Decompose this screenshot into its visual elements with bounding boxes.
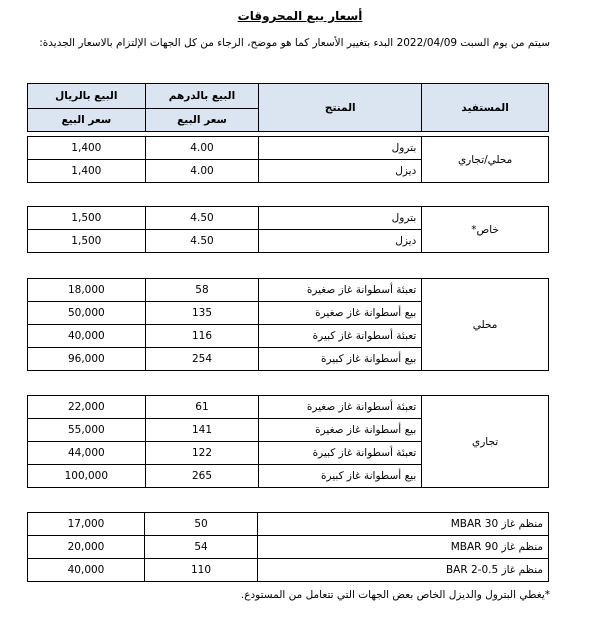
rial-cell: 20,000 bbox=[28, 536, 145, 559]
price-group-4 bbox=[27, 395, 549, 488]
table-row bbox=[28, 513, 549, 536]
intro-paragraph: سيتم من يوم السبت 2022/04/09 البدء بتغيير الأسعار كما هو موضح، الرجاء من كل الجهات الإلتزام بالاسعار الجديدة: bbox=[39, 37, 550, 49]
rial-cell: 17,000 bbox=[28, 513, 145, 536]
rial-cell: 1,500 bbox=[28, 207, 146, 230]
header-beneficiary: المستفيد bbox=[422, 84, 549, 132]
header-table bbox=[27, 83, 549, 132]
dirham-cell: 265 bbox=[145, 465, 259, 488]
dirham-cell: 61 bbox=[145, 396, 259, 419]
table-row bbox=[28, 559, 549, 582]
rial-cell: 50,000 bbox=[28, 302, 146, 325]
dirham-cell: 116 bbox=[145, 325, 259, 348]
header-dirham-sale-price: سعر البيع bbox=[145, 109, 259, 132]
rial-cell: 40,000 bbox=[28, 559, 145, 582]
product-cell: تعبئة أسطوانة غاز كبيرة bbox=[259, 442, 422, 465]
rial-cell: 55,000 bbox=[28, 419, 146, 442]
dirham-cell: 122 bbox=[145, 442, 259, 465]
footnote: *يغطي البترول والديزل الخاص بعض الجهات التي تتعامل من المستودع. bbox=[240, 589, 550, 601]
header-rial: البيع بالريال bbox=[28, 84, 146, 109]
product-cell: بيع أسطوانة غاز كبيرة bbox=[259, 348, 422, 371]
beneficiary-cell: خاص* bbox=[422, 207, 549, 253]
dirham-cell: 135 bbox=[145, 302, 259, 325]
rial-cell: 22,000 bbox=[28, 396, 146, 419]
price-group-3 bbox=[27, 278, 549, 371]
dirham-cell: 4.00 bbox=[145, 137, 259, 160]
dirham-cell: 58 bbox=[145, 279, 259, 302]
product-cell: منظم غاز MBAR 30 bbox=[258, 513, 549, 536]
product-cell: بترول bbox=[259, 207, 422, 230]
product-cell: ديزل bbox=[259, 230, 422, 253]
product-cell: ديزل bbox=[259, 160, 422, 183]
dirham-cell: 4.50 bbox=[145, 207, 259, 230]
rial-cell: 1,500 bbox=[28, 230, 146, 253]
table-row bbox=[28, 279, 549, 302]
beneficiary-cell: محلي bbox=[422, 279, 549, 371]
header-rial-sale-price: سعر البيع bbox=[28, 109, 146, 132]
beneficiary-cell: محلي/تجاري bbox=[422, 137, 549, 183]
price-group-1 bbox=[27, 136, 549, 183]
product-cell: تعبئة أسطوانة غاز كبيرة bbox=[259, 325, 422, 348]
product-cell: بترول bbox=[259, 137, 422, 160]
dirham-cell: 4.00 bbox=[145, 160, 259, 183]
dirham-cell: 54 bbox=[145, 536, 258, 559]
dirham-cell: 110 bbox=[145, 559, 258, 582]
page-title: أسعار بيع المحروقات bbox=[237, 9, 363, 23]
price-group-2 bbox=[27, 206, 549, 253]
table-row bbox=[28, 396, 549, 419]
product-cell: منظم غاز MBAR 90 bbox=[258, 536, 549, 559]
rial-cell: 44,000 bbox=[28, 442, 146, 465]
header-dirham: البيع بالدرهم bbox=[145, 84, 259, 109]
rial-cell: 100,000 bbox=[28, 465, 146, 488]
rial-cell: 18,000 bbox=[28, 279, 146, 302]
table-row bbox=[28, 536, 549, 559]
product-cell: تعبئة أسطوانة غاز صغيرة bbox=[259, 396, 422, 419]
rial-cell: 1,400 bbox=[28, 137, 146, 160]
product-cell: تعبئة أسطوانة غاز صغيرة bbox=[259, 279, 422, 302]
dirham-cell: 50 bbox=[145, 513, 258, 536]
regulators-table bbox=[27, 512, 549, 582]
beneficiary-cell: تجاري bbox=[422, 396, 549, 488]
rial-cell: 40,000 bbox=[28, 325, 146, 348]
dirham-cell: 254 bbox=[145, 348, 259, 371]
product-cell: بيع أسطوانة غاز كبيرة bbox=[259, 465, 422, 488]
dirham-cell: 4.50 bbox=[145, 230, 259, 253]
rial-cell: 96,000 bbox=[28, 348, 146, 371]
table-row bbox=[28, 207, 549, 230]
rial-cell: 1,400 bbox=[28, 160, 146, 183]
product-cell: بيع أسطوانة غاز صغيرة bbox=[259, 419, 422, 442]
product-cell: بيع أسطوانة غاز صغيرة bbox=[259, 302, 422, 325]
table-row bbox=[28, 137, 549, 160]
product-cell: منظم غاز BAR 2-0.5 bbox=[258, 559, 549, 582]
dirham-cell: 141 bbox=[145, 419, 259, 442]
header-product: المنتج bbox=[259, 84, 422, 132]
